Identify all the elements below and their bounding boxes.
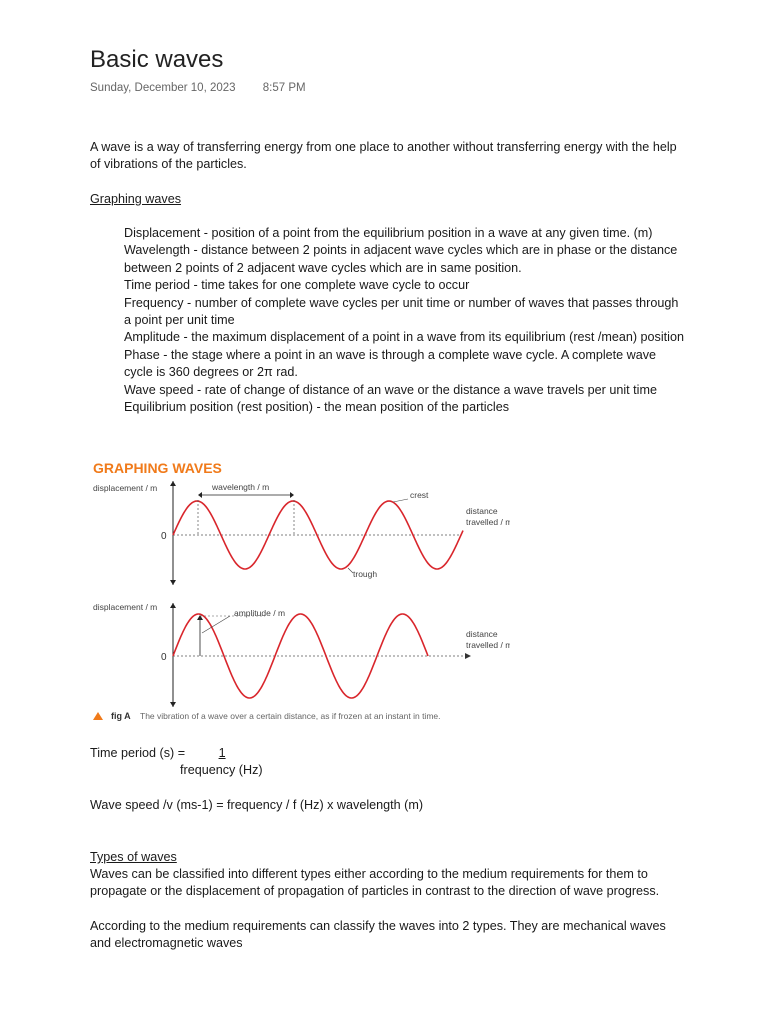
graph2-x-label-line2: travelled / m bbox=[466, 640, 510, 650]
definition-phase: Phase - the stage where a point in an wave is through a complete wave cycle. A complete wave cycle is 360 degrees or 2π rad. bbox=[124, 347, 657, 380]
intro-paragraph: A wave is a way of transferring energy from one place to another without transferring energy with the help of vibrations of the particles. bbox=[90, 140, 677, 172]
time-period-lhs: Time period (s) = bbox=[90, 746, 186, 760]
wave-diagram bbox=[90, 455, 510, 725]
graph1-crest-label: crest bbox=[410, 490, 429, 500]
caption-text: The vibration of a wave over a certain distance, as if frozen at an instant in time. bbox=[140, 711, 441, 721]
definition-wave-speed: Wave speed - rate of change of distance of an wave or the distance a wave travels per unit time bbox=[124, 382, 657, 397]
figure-title: GRAPHING WAVES bbox=[93, 460, 222, 476]
definition-frequency: Frequency - number of complete wave cycles per unit time or number of waves that passes through a point per unit time bbox=[124, 295, 679, 328]
graph1-y-arrow-up bbox=[170, 481, 176, 486]
graph2-amplitude-label: amplitude / m bbox=[234, 608, 286, 618]
types-paragraph-2: According to the medium requirements can classify the waves into 2 types. They are mechanical waves and electromagnetic waves bbox=[90, 919, 666, 951]
graphing-waves-figure bbox=[90, 455, 510, 725]
graph1-wavelength-arrowhead-right bbox=[290, 492, 294, 498]
time-period-formula bbox=[90, 745, 263, 780]
graph1-wavelength-label: wavelength / m bbox=[212, 482, 270, 492]
graph2-y-arrow-down bbox=[170, 702, 176, 707]
graph2-x-arrow bbox=[465, 653, 471, 659]
caption-triangle-icon bbox=[93, 712, 103, 720]
graph2-x-label-line1: distance bbox=[466, 629, 498, 639]
graph1-x-label-line2: travelled / m bbox=[466, 517, 510, 527]
definition-wavelength: Wavelength - distance between 2 points in adjacent wave cycles which are in phase or the distance between 2 points of 2 adjacent wave cycles which are in same position. bbox=[124, 243, 678, 275]
graph1-y-arrow-down bbox=[170, 580, 176, 585]
definition-displacement: Displacement - position of a point from the equilibrium position in a wave at any given time. (m) bbox=[124, 226, 653, 240]
graphing-heading: Graphing waves bbox=[90, 192, 182, 206]
page-time: 8:57 PM bbox=[262, 82, 306, 94]
wave-speed-formula: Wave speed /v (ms-1) = frequency / f (Hz) x wavelength (m) bbox=[90, 798, 424, 812]
graph1-x-label-line1: distance bbox=[466, 506, 498, 516]
definition-amplitude: Amplitude - the maximum displacement of a point in a wave from its equilibrium (rest /mean) position bbox=[124, 330, 684, 345]
graph1-wavelength-arrowhead-left bbox=[198, 492, 202, 498]
graph2-origin-label: 0 bbox=[161, 652, 167, 663]
graph1-trough-label: trough bbox=[353, 569, 378, 579]
page-date: Sunday, December 10, 2023 bbox=[90, 82, 236, 94]
time-period-numerator: 1 bbox=[218, 746, 226, 760]
time-period-denominator: frequency (Hz) bbox=[180, 763, 263, 778]
caption-tag: fig A bbox=[111, 711, 131, 721]
graph1-y-label: displacement / m bbox=[93, 483, 158, 493]
definition-time-period: Time period - time takes for one complete wave cycle to occur bbox=[124, 278, 470, 293]
types-heading: Types of waves bbox=[90, 850, 177, 864]
types-paragraph-1: Waves can be classified into different types either according to the medium requirements for them to propagate or the displacement of propagation of particles in contrast to the direction of wave progress. bbox=[90, 867, 660, 899]
definitions-list bbox=[124, 225, 684, 416]
page-title: Basic waves bbox=[90, 46, 224, 73]
graph1-crest-pointer bbox=[393, 499, 408, 502]
definition-equilibrium: Equilibrium position (rest position) - the mean position of the particles bbox=[124, 400, 509, 415]
graph2-y-arrow-up bbox=[170, 603, 176, 608]
graph1-origin-label: 0 bbox=[161, 531, 167, 542]
page-meta bbox=[90, 82, 306, 94]
graph2-y-label: displacement / m bbox=[93, 602, 158, 612]
